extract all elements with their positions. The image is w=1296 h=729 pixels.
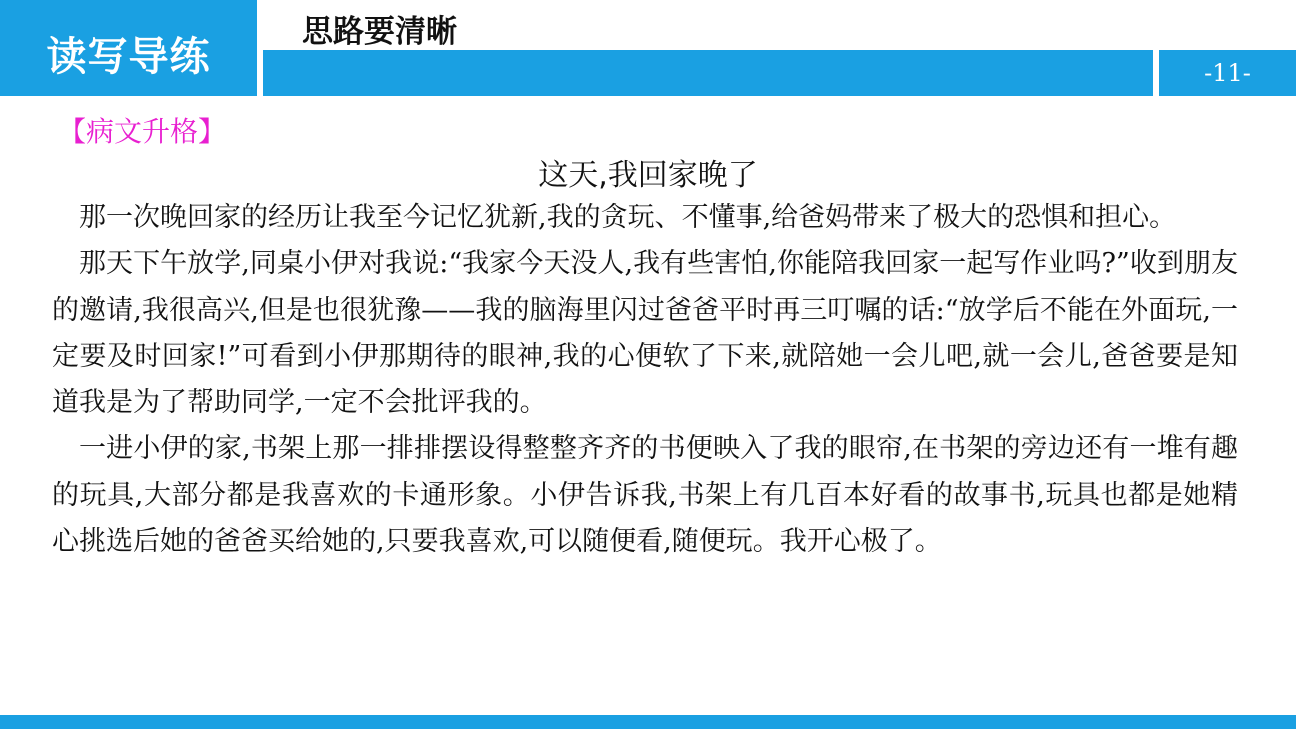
essay-paragraph: 一进小伊的家,书架上那一排排摆设得整整齐齐的书便映入了我的眼帘,在书架的旁边还有一堆有趣的玩具,大部分都是我喜欢的卡通形象。小伊告诉我,书架上有几百本好看的故事书,玩具也都是她精心挑选后她的爸爸买给她的,只要我喜欢,可以随便看,随便玩。我开心极了。 [52, 433, 1238, 558]
header-badge [0, 0, 257, 96]
essay-paragraph: 那天下午放学,同桌小伊对我说:“我家今天没人,我有些害怕,你能陪我回家一起写作业吗?”收到朋友的邀请,我很高兴,但是也很犹豫——我的脑海里闪过爸爸平时再三叮嘱的话:“放学后不能在外面玩,一定要及时回家!”可看到小伊那期待的眼神,我的心便软了下来,就陪她一会儿吧,就一会儿,爸爸要是知道我是为了帮助同学,一定不会批评我的。 [52, 248, 1238, 419]
page-number: -11- [1204, 59, 1251, 87]
page-title: 思路要清晰 [302, 14, 457, 50]
page-number-box [1159, 50, 1296, 96]
essay-title: 这天,我回家晚了 [538, 158, 758, 193]
header-bar [263, 50, 1153, 96]
section-tag: 【病文升格】 [58, 115, 227, 148]
bottom-bar [0, 715, 1296, 729]
essay-body [52, 195, 1238, 565]
essay-paragraph: 那一次晚回家的经历让我至今记忆犹新,我的贪玩、不懂事,给爸妈带来了极大的恐惧和担心。 [79, 202, 1177, 233]
badge-text: 读写导练 [46, 33, 211, 80]
